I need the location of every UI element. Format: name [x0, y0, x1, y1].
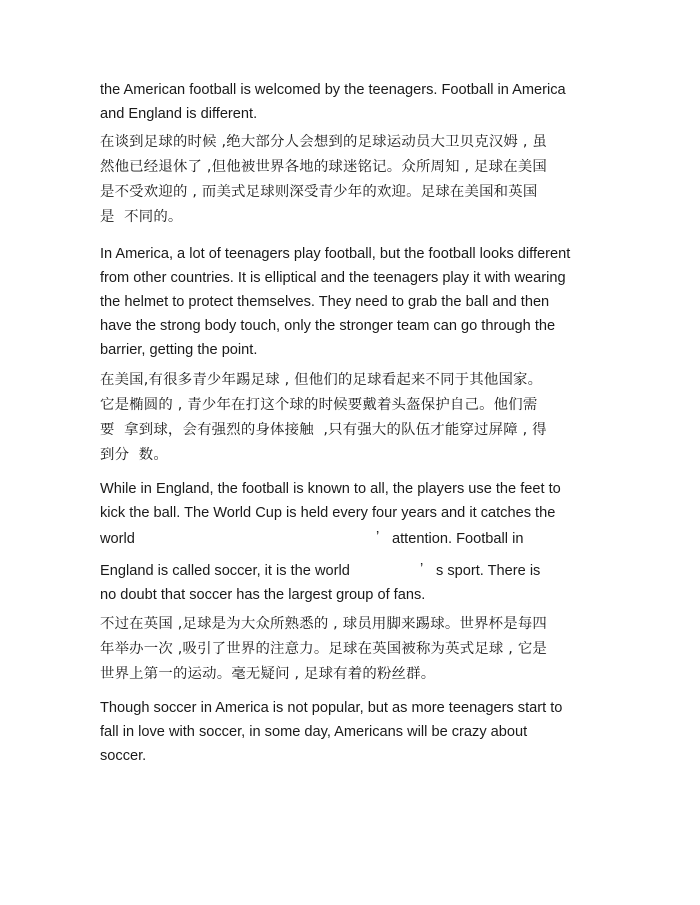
paragraph-1-line-1: the American football is welcomed by the teenagers. Football in America [100, 82, 566, 98]
paragraph-4-line-3: 要 拿到球，会有强烈的身体接触 ,只有强大的队伍才能穿过屏障 , 得 [100, 422, 547, 438]
paragraph-6-line-3: 世界上第一的运动。毫无疑问 , 足球有着的粉丝群。 [100, 666, 436, 682]
paragraph-3-line-3: the helmet to protect themselves. They need to grab the ball and then [100, 294, 550, 310]
paragraph-3-line-2: from other countries. It is elliptical and the teenagers play it with wearing [100, 270, 566, 286]
paragraph-5-line-4-start: England is called soccer, it is the world [100, 563, 350, 579]
paragraph-7-line-3: soccer. [100, 748, 147, 764]
paragraph-5-line-4-end: s sport. There is [436, 563, 541, 579]
paragraph-5-line-1: While in England, the football is known to all, the players use the feet to [100, 481, 561, 497]
paragraph-4-line-4: 到分 数。 [100, 447, 168, 463]
paragraph-2-line-2: 然他已经退休了 ,但他被世界各地的球迷铭记。众所周知 , 足球在美国 [100, 159, 548, 175]
paragraph-5-line-5: no doubt that soccer has the largest group of fans. [100, 587, 426, 603]
paragraph-5-line-3-end: attention. Football in [392, 531, 524, 547]
paragraph-4-line-2: 它是椭圆的 , 青少年在打这个球的时候要戴着头盔保护自己。他们需 [100, 397, 538, 413]
paragraph-5-line-2: kick the ball. The World Cup is held every four years and it catches the [100, 505, 556, 521]
paragraph-3-line-4: have the strong body touch, only the stronger team can go through the [100, 318, 556, 334]
paragraph-5-line-3-apostrophe: ’ [376, 529, 380, 545]
paragraph-2-line-3: 是不受欢迎的 , 而美式足球则深受青少年的欢迎。足球在美国和英国 [100, 184, 538, 200]
paragraph-3-line-5: barrier, getting the point. [100, 342, 258, 358]
paragraph-2-line-1: 在谈到足球的时候 ,绝大部分人会想到的足球运动员大卫贝克汉姆 , 虽 [100, 134, 548, 150]
paragraph-7-line-2: fall in love with soccer, in some day, Americans will be crazy about [100, 724, 528, 740]
paragraph-5-line-3-start: world [100, 531, 135, 547]
paragraph-6-line-1: 不过在英国 ,足球是为大众所熟悉的 , 球员用脚来踢球。世界杯是每四 [100, 616, 548, 632]
paragraph-6-line-2: 年举办一次 ,吸引了世界的注意力。足球在英国被称为英式足球 , 它是 [100, 641, 548, 657]
paragraph-1-line-2: and England is different. [100, 106, 258, 122]
paragraph-3-line-1: In America, a lot of teenagers play football, but the football looks different [100, 246, 571, 262]
paragraph-7-line-1: Though soccer in America is not popular, but as more teenagers start to [100, 700, 563, 716]
paragraph-4-line-1: 在美国,有很多青少年踢足球 , 但他们的足球看起来不同于其他国家。 [100, 372, 543, 388]
paragraph-5-line-4-apostrophe: ’ [420, 561, 424, 577]
paragraph-2-line-4: 是 不同的。 [100, 209, 183, 225]
